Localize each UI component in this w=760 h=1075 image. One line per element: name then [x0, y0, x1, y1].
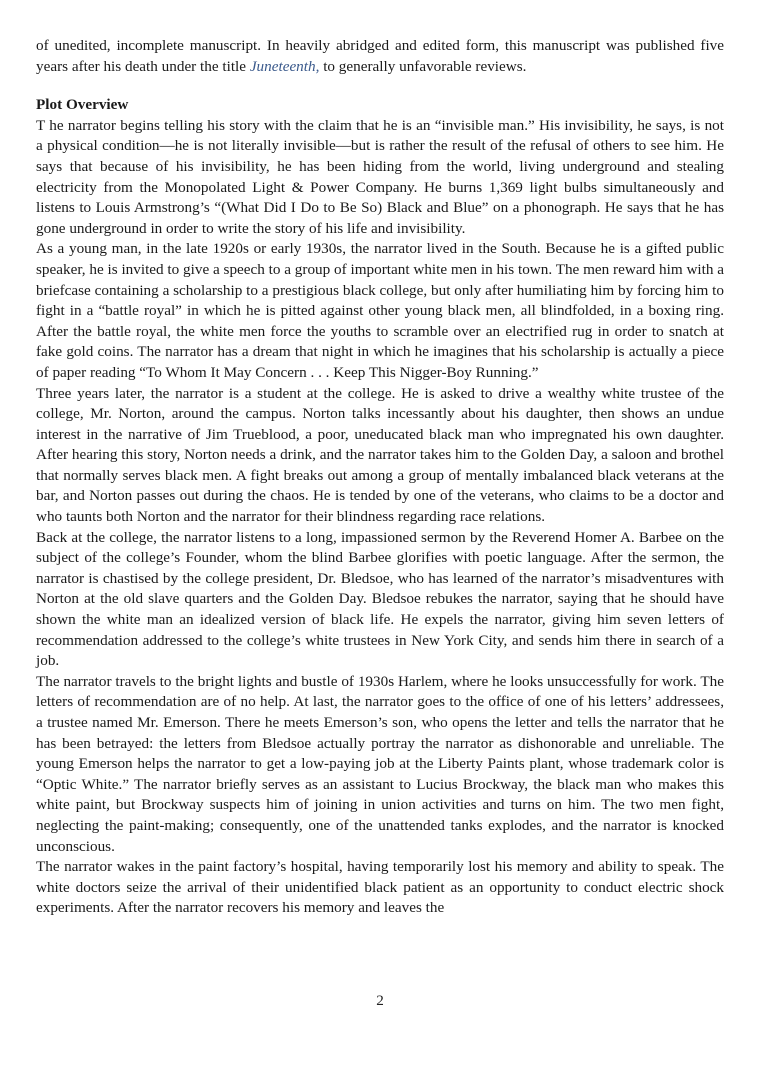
plot-paragraph-6: The narrator wakes in the paint factory’s hospital, having temporarily lost his memory and ability to speak. The white doctors seize the arrival of their unidentified black patient as an opportunity to conduct electric shock experiments. After the narrator recovers his memory and leaves the	[36, 858, 724, 917]
page-number: 2	[376, 992, 384, 1009]
plot-paragraph-2: As a young man, in the late 1920s or early 1930s, the narrator lived in the South. Because he is a gifted public speaker, he is invited to give a speech to a group of important white men in his town. The men reward him with a briefcase containing a scholarship to a prestigious black college, but only after humiliating him by forcing him to fight in a “battle royal” in which he is pitted against other young black men, all blindfolded, in a boxing ring. After the battle royal, the white men force the youths to scramble over an electrified rug in order to snatch at fake gold coins. The narrator has a dream that night in which he imagines that his scholarship is actually a piece of paper reading “To Whom It May Concern . . . Keep This Nigger-Boy Running.”	[36, 240, 724, 381]
plot-paragraph-4: Back at the college, the narrator listens to a long, impassioned sermon by the Reverend Homer A. Barbee on the subject of the college’s Founder, whom the blind Barbee glorifies with poetic language. After the sermon, the narrator is chastised by the college president, Dr. Bledsoe, who has learned of the narrator’s misadventures with Norton at the old slave quarters and the Golden Day. Bledsoe rebukes the narrator, saying that he should have shown the white man an idealized version of black life. He expels the narrator, giving him seven letters of recommendation addressed to the college’s white trustees in New York City, and sends him there in search of a job.	[36, 528, 724, 670]
intro-text-before: of unedited, incomplete manuscript. In heavily abridged and edited form, this manuscript was published five years after his death under the title	[36, 37, 724, 75]
plot-paragraph-1: T he narrator begins telling his story with the claim that he is an “invisible man.” His invisibility, he says, is not a physical condition—he is not literally invisible—but is rather the result of the refusal of others to see him. He says that because of his invisibility, he has been hiding from the world, living underground and stealing electricity from the Monopolated Light & Power Company. He burns 1,369 light bulbs simultaneously and listens to Louis Armstrong’s “(What Did I Do to Be So) Black and Blue” on a phonograph. He says that he has gone underground in order to write the story of his life and invisibility.	[36, 116, 724, 237]
document-page	[36, 36, 724, 919]
plot-paragraph-5: The narrator travels to the bright lights and bustle of 1930s Harlem, where he looks unsuccessfully for work. The letters of recommendation are of no help. At last, the narrator goes to the office of one of his letters’ addressees, a trustee named Mr. Emerson. There he meets Emerson’s son, who opens the letter and tells the narrator that he has been betrayed: the letters from Bledsoe actually portray the narrator as dishonorable and unreliable. The young Emerson helps the narrator to get a low-paying job at the Liberty Paints plant, whose trademark color is “Optic White.” The narrator briefly serves as an assistant to Lucius Brockway, the black man who makes this white paint, but Brockway suspects him of joining in union activities and turns on him. The two men fight, neglecting the paint-making; consequently, one of the unattended tanks explodes, and the narrator is knocked unconscious.	[36, 672, 724, 855]
section-heading: Plot Overview	[36, 96, 129, 114]
book-title-italic: Juneteenth,	[249, 57, 320, 75]
plot-paragraph-3: Three years later, the narrator is a student at the college. He is asked to drive a wealthy white trustee of the college, Mr. Norton, around the campus. Norton talks incessantly about his daughter, then shows an undue interest in the narrative of Jim Trueblood, a poor, uneducated black man who impregnated his own daughter. After hearing this story, Norton needs a drink, and the narrator takes him to the Golden Day, a saloon and brothel that normally serves black men. A fight breaks out among a group of mentally imbalanced black veterans at the bar, and Norton passes out during the chaos. He is tended by one of the veterans, who claims to be a doctor and who taunts both Norton and the narrator for their blindness regarding race relations.	[36, 384, 724, 526]
intro-text-after: to generally unfavorable reviews.	[319, 57, 527, 75]
intro-paragraph	[36, 36, 724, 77]
